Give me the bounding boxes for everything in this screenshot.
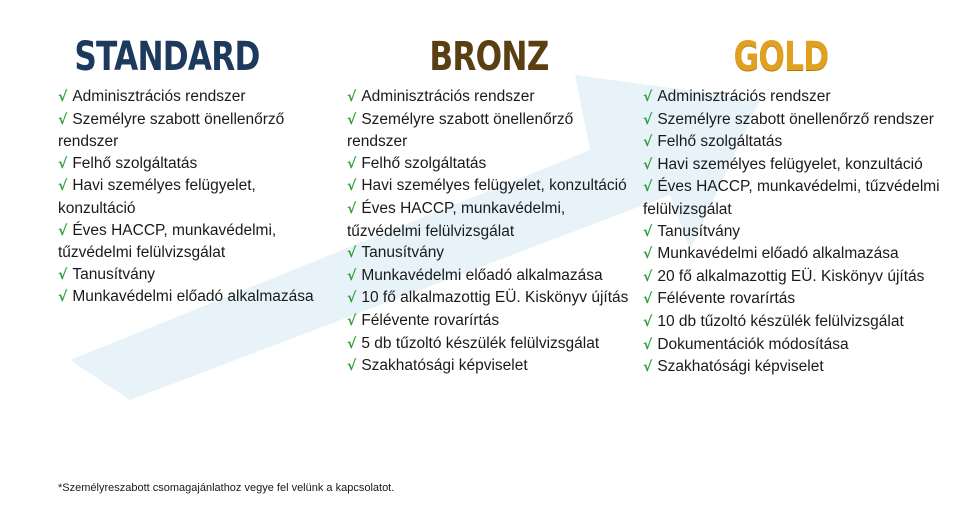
feature-item — [347, 198, 637, 242]
check-icon: √ — [643, 156, 653, 173]
feature-label: Éves HACCP, munkavédelmi, tűzvédelmi felülvizsgálat — [643, 178, 940, 218]
check-icon: √ — [58, 155, 68, 172]
check-icon: √ — [347, 178, 357, 195]
feature-label: Szakhatósági képviselet — [361, 357, 528, 375]
feature-label: Félévente rovarírtás — [361, 311, 500, 329]
check-icon: √ — [347, 111, 357, 128]
feature-label: Tanusítvány — [72, 265, 156, 283]
feature-label: Havi személyes felügyelet, konzultáció — [657, 155, 923, 173]
check-icon: √ — [347, 155, 357, 172]
check-icon: √ — [643, 179, 653, 196]
check-icon: √ — [643, 291, 653, 308]
feature-label: Szakhatósági képviselet — [657, 358, 824, 376]
feature-item — [643, 311, 943, 334]
feature-item — [643, 334, 943, 357]
check-icon: √ — [347, 358, 357, 375]
feature-item — [347, 153, 637, 176]
feature-item — [643, 288, 943, 311]
feature-label: 5 db tűzoltó készülék felülvizsgálat — [361, 334, 600, 352]
feature-item — [643, 154, 943, 177]
check-icon: √ — [347, 245, 357, 262]
feature-label: Munkavédelmi előadó alkalmazása — [657, 245, 899, 263]
check-icon: √ — [643, 89, 653, 105]
check-icon: √ — [347, 312, 357, 329]
check-icon: √ — [58, 222, 68, 239]
check-icon: √ — [643, 134, 653, 151]
feature-label: Munkavédelmi előadó alkalmazása — [361, 266, 603, 284]
check-icon: √ — [643, 313, 653, 330]
feature-label: Személyre szabott önellenőrző rendszer — [347, 110, 574, 151]
feature-item — [347, 265, 637, 288]
check-icon: √ — [58, 111, 68, 128]
tier-gold-features — [643, 86, 943, 379]
check-icon: √ — [58, 266, 68, 283]
feature-item — [347, 355, 637, 378]
feature-label: 10 fő alkalmazottig EÜ. Kiskönyv újítás — [361, 289, 629, 307]
feature-label: Adminisztrációs rendszer — [657, 88, 831, 105]
check-icon: √ — [58, 89, 68, 105]
tier-gold-title: GOLD — [733, 34, 829, 80]
check-icon: √ — [58, 178, 68, 195]
feature-item — [58, 264, 328, 287]
feature-item — [643, 176, 943, 220]
feature-item — [58, 286, 328, 309]
feature-label: Felhő szolgáltatás — [72, 154, 198, 172]
footnote: *Személyreszabott csomagajánlathoz vegye fel velünk a kapcsolatot. — [58, 482, 395, 494]
feature-item — [58, 86, 328, 109]
feature-item — [347, 310, 637, 333]
feature-item — [58, 109, 328, 153]
feature-item — [347, 287, 637, 310]
feature-label: Tanusítvány — [361, 244, 445, 262]
feature-label: Felhő szolgáltatás — [361, 154, 487, 172]
check-icon: √ — [347, 335, 357, 352]
check-icon: √ — [643, 359, 653, 376]
check-icon: √ — [643, 111, 653, 128]
tier-bronz-title: BRONZ — [429, 34, 549, 80]
feature-label: Személyre szabott önellenőrző rendszer — [657, 110, 934, 128]
feature-label: Havi személyes felügyelet, konzultáció — [58, 177, 256, 217]
check-icon: √ — [347, 89, 357, 105]
feature-item — [643, 266, 943, 289]
tier-standard-title: STANDARD — [74, 34, 260, 80]
check-icon: √ — [643, 336, 653, 353]
check-icon: √ — [643, 223, 653, 240]
check-icon: √ — [347, 267, 357, 284]
feature-label: Munkavédelmi előadó alkalmazása — [72, 288, 314, 306]
feature-item — [643, 86, 943, 109]
check-icon: √ — [643, 268, 653, 285]
feature-item — [347, 242, 637, 265]
feature-item — [347, 86, 637, 109]
feature-item — [347, 109, 637, 153]
feature-item — [58, 175, 328, 219]
check-icon: √ — [643, 246, 653, 263]
feature-label: Félévente rovarírtás — [657, 290, 796, 308]
tier-gold — [643, 28, 943, 379]
feature-item — [347, 333, 637, 356]
feature-item — [643, 131, 943, 154]
feature-item — [643, 221, 943, 244]
check-icon: √ — [347, 200, 357, 217]
feature-item — [643, 243, 943, 266]
tier-bronz-features — [347, 86, 637, 378]
feature-item — [58, 220, 328, 264]
feature-label: Dokumentációk módosítása — [657, 335, 849, 353]
feature-item — [347, 175, 637, 198]
feature-label: Éves HACCP, munkavédelmi, tűzvédelmi felülvizsgálat — [58, 221, 277, 262]
feature-item — [643, 109, 943, 132]
feature-label: Éves HACCP, munkavédelmi, tűzvédelmi felülvizsgálat — [347, 199, 566, 240]
feature-item — [58, 153, 328, 176]
feature-label: 10 db tűzoltó készülék felülvizsgálat — [657, 312, 904, 330]
feature-label: Havi személyes felügyelet, konzultáció — [361, 177, 627, 195]
tier-standard — [58, 28, 328, 309]
feature-label: Felhő szolgáltatás — [657, 133, 783, 151]
feature-label: Tanusítvány — [657, 222, 741, 240]
check-icon: √ — [58, 289, 68, 306]
feature-label: Adminisztrációs rendszer — [361, 88, 535, 105]
feature-label: Adminisztrációs rendszer — [72, 88, 246, 105]
check-icon: √ — [347, 290, 357, 307]
feature-label: 20 fő alkalmazottig EÜ. Kiskönyv újítás — [657, 267, 925, 285]
tier-bronz — [347, 28, 637, 378]
feature-item — [643, 356, 943, 379]
feature-label: Személyre szabott önellenőrző rendszer — [58, 110, 285, 151]
tier-standard-features — [58, 86, 328, 309]
